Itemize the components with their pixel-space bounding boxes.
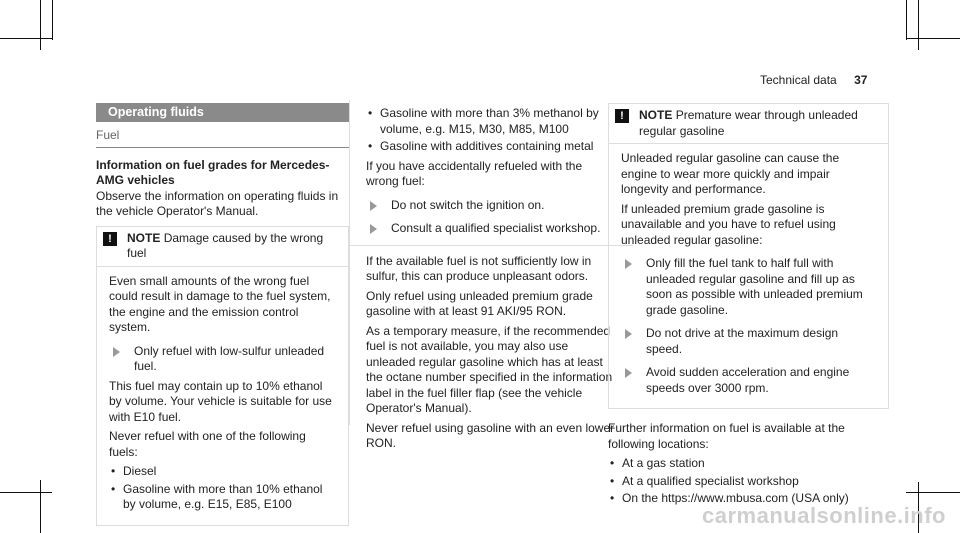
crop-mark: [906, 492, 960, 493]
note-header: [97, 227, 348, 266]
arrow-icon: [370, 224, 377, 234]
note-body: [609, 143, 888, 408]
note-label: NOTE: [639, 108, 673, 122]
list-item: • On the https://www.mbusa.com (USA only): [608, 491, 889, 507]
note-title: [639, 108, 882, 139]
note-title-text: Premature wear through unleaded regular gasoline: [639, 108, 858, 138]
paragraph: As a temporary measure, if the recommended fuel is not available, you may also use unleaded regular gasoline which has at least the octane number specified in the information label in the fuel filler flap (see the vehicle Operator's Manual).: [366, 323, 613, 415]
warning-icon: !: [103, 232, 117, 246]
paragraph: If the available fuel is not sufficiently low in sulfur, this can produce unpleasant odors.: [366, 253, 592, 283]
list-item: • Diesel: [109, 464, 336, 480]
running-header: [760, 73, 867, 87]
column-2: [366, 104, 616, 456]
crop-mark: [52, 0, 53, 40]
paragraph: Further information on fuel is available at the following locations:: [608, 421, 845, 451]
step-text: Consult a qualified specialist workshop.: [391, 221, 601, 235]
crop-mark: [40, 0, 41, 50]
step: [109, 344, 336, 375]
crop-mark: [0, 38, 52, 39]
note-label: NOTE: [127, 230, 161, 245]
step-text: Avoid sudden acceleration and engine speeds over 3000 rpm.: [646, 365, 850, 395]
divider: [349, 245, 633, 246]
arrow-icon: [113, 347, 120, 357]
note-paragraph: If unleaded premium grade gasoline is unavailable and you have to refuel using unleaded regular gasoline:: [621, 201, 836, 247]
subsection-title: Fuel: [96, 128, 349, 148]
list-item: • At a qualified specialist workshop: [608, 474, 889, 490]
column-divider: [349, 100, 350, 425]
step-text: Only fill the fuel tank to half full with unleaded regular gasoline and fill up as soon as possible with unleaded premium grade gasoline.: [646, 256, 863, 317]
bullet-list: [109, 464, 336, 513]
list-item: • Gasoline with additives containing metal: [366, 139, 616, 155]
step-text: Do not switch the ignition on.: [391, 197, 545, 212]
note-paragraph: Even small amounts of the wrong fuel could result in damage to the fuel system, the engine and the emission control system.: [109, 273, 331, 334]
crop-mark: [40, 480, 41, 533]
arrow-icon: [625, 329, 632, 339]
note-title: [127, 231, 342, 262]
note-title-text: Damage caused by the wrong fuel: [127, 230, 324, 260]
warning-icon: !: [615, 109, 629, 123]
section-title: Operating fluids: [96, 103, 349, 122]
column-3: [608, 103, 889, 511]
crop-mark: [0, 492, 52, 493]
paragraph: Never refuel with one of the following fuels:: [109, 429, 306, 459]
arrow-icon: [370, 201, 377, 211]
step: [366, 221, 616, 237]
list-item: • Gasoline with more than 3% methanol by volume, e.g. M15, M30, M85, M100: [366, 106, 616, 137]
step: [621, 256, 876, 318]
arrow-icon: [625, 368, 632, 378]
crop-mark: [918, 0, 919, 50]
note-header: [609, 104, 888, 143]
heading: Information on fuel grades for Mercedes-AMG vehicles: [96, 157, 330, 187]
arrow-icon: [625, 259, 632, 269]
paragraph: Only refuel using unleaded premium grade gasoline with at least 91 AKI/95 RON.: [366, 288, 593, 318]
step: [621, 326, 876, 357]
step: [366, 198, 616, 214]
note-body: [97, 266, 348, 525]
crop-mark: [906, 38, 960, 39]
header-section: Technical data: [760, 73, 837, 87]
paragraph: Never refuel using gasoline with an even lower RON.: [366, 420, 615, 450]
bullet-list: [608, 456, 889, 507]
bullet-list: [366, 106, 616, 155]
paragraph: If you have accidentally refueled with the wrong fuel:: [366, 158, 583, 188]
list-item: • Gasoline with more than 10% ethanol by volume, e.g. E15, E85, E100: [109, 482, 336, 513]
note-box: [96, 226, 349, 526]
step-text: Do not drive at the maximum design speed.: [646, 326, 839, 356]
watermark: carmanualsonline.info: [702, 503, 946, 528]
page-number: 37: [854, 73, 868, 87]
crop-mark: [906, 0, 907, 40]
intro-text: Observe the information on operating fluids in the vehicle Operator's Manual.: [96, 188, 339, 218]
list-item: • At a gas station: [608, 456, 889, 472]
column-1: [96, 103, 349, 526]
step: [621, 365, 876, 396]
note-paragraph: Unleaded regular gasoline can cause the engine to wear more quickly and impair longevity and performance.: [621, 151, 840, 196]
paragraph: This fuel may contain up to 10% ethanol by volume. Your vehicle is suitable for use with E10 fuel.: [109, 378, 332, 424]
step-text: Only refuel with low-sulfur unleaded fuel.: [134, 343, 325, 373]
note-box: [608, 103, 889, 409]
